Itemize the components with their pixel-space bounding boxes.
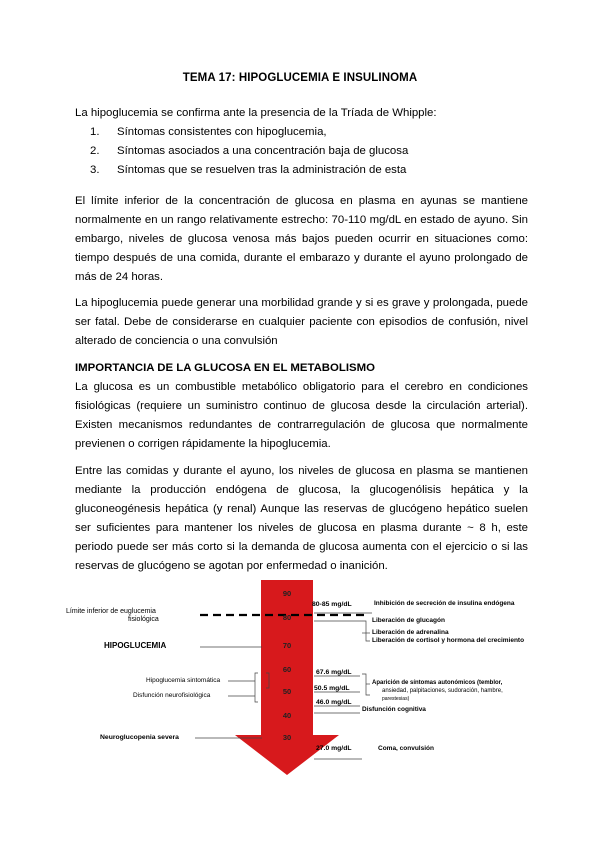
tick-label: 30 <box>282 733 292 742</box>
paragraph-limite: El límite inferior de la concentración de glucosa en plasma en ayunas se mantiene normalmente en un rango relativamente estrecho: 70-110 mg/dL en estado de ayuno. Sin embargo, niveles de glucosa venosa más bajos pueden ocurrir en situaciones como: tiempo después de una comida, durante el embarazo y durante el ayuno prolongado de más de 24 horas. <box>75 195 528 283</box>
list-item: 2. Síntomas asociados a una concentración baja de glucosa <box>90 145 409 157</box>
tick-label: 40 <box>282 711 292 720</box>
value-50-5: 50.5 mg/dL <box>314 685 350 692</box>
label-fisiologica: fisiológica <box>128 616 159 623</box>
tick-label: 50 <box>282 687 292 696</box>
glucose-threshold-figure <box>0 575 600 785</box>
section-heading: IMPORTANCIA DE LA GLUCOSA EN EL METABOLISMO <box>75 362 375 374</box>
tick-label: 60 <box>282 665 292 674</box>
list-item: 1. Síntomas consistentes con hipoglucemia, <box>90 126 327 138</box>
label-sintomas-autonomicos: Aparición de síntomas autonómicos (temblor, <box>372 680 503 686</box>
label-sintomas-autonomicos-3: parestesias) <box>382 696 410 702</box>
label-sintomas-autonomicos-2: ansiedad, palpitaciones, sudoración, hambre, <box>382 688 503 694</box>
label-liberacion-glucagon: Liberación de glucagón <box>372 617 445 624</box>
page-title: TEMA 17: HIPOGLUCEMIA E INSULINOMA <box>182 72 418 84</box>
whipple-list <box>90 123 408 180</box>
label-disfuncion-cognitiva: Disfunción cognitiva <box>362 706 426 713</box>
paragraph-ayuno: Entre las comidas y durante el ayuno, los niveles de glucosa en plasma se mantienen mediante la producción endógena de glucosa, la glucogenólisis hepática y la gluconeogénesis hepática (y renal) Aunque las reservas de glucógeno hepático suelen ser suficientes para mantener los niveles de glucosa en plasma durante ~ 8 h, este periodo puede ser más corto si la demanda de glucosa aumenta con el ejercicio o si las reservas de glucógeno se agotan por enfermedad o inanición. <box>75 465 528 572</box>
list-item: 3. Síntomas que se resuelven tras la administración de esta <box>90 164 407 176</box>
tick-label: 70 <box>282 641 292 650</box>
label-coma-convulsion: Coma, convulsión <box>378 745 434 752</box>
value-46-0: 46.0 mg/dL <box>316 699 352 706</box>
label-disfuncion-neurofisiologica: Disfunción neurofisiológica <box>133 692 211 699</box>
paragraph-morbilidad: La hipoglucemia puede generar una morbilidad grande y si es grave y prolongada, puede ser fatal. Debe de considerarse en cualquier paciente con episodios de confusión, nivel alterado de conciencia o una convulsión <box>75 297 528 347</box>
value-27-0: 27.0 mg/dL <box>316 745 352 752</box>
paragraph-glucosa: La glucosa es un combustible metabólico obligatorio para el cerebro en condiciones fisiológicas (requiere un suministro continuo de glucosa desde la circulación arterial). Existen mecanismos redundantes de contrarregulación de glucosa que normalmente previenen o corrigen rápidamente la hipoglucemia. <box>75 381 528 450</box>
tick-label: 80 <box>282 613 292 622</box>
label-hipoglucemia-sintomatica: Hipoglucemia sintomática <box>146 677 221 684</box>
label-neuroglucopenia: Neuroglucopenia severa <box>100 734 179 741</box>
label-inhibicion-insulina: Inhibición de secreción de insulina endógena <box>374 600 515 607</box>
intro-paragraph: La hipoglucemia se confirma ante la presencia de la Tríada de Whipple: <box>75 107 437 119</box>
label-liberacion-adrenalina: Liberación de adrenalina <box>372 629 449 636</box>
label-hipoglucemia: HIPOGLUCEMIA <box>104 641 167 650</box>
tick-label: 90 <box>282 589 292 598</box>
label-limite-euglucemia: Límite inferior de euglucemia <box>66 608 156 615</box>
value-67-6: 67.6 mg/dL <box>316 669 352 676</box>
label-liberacion-cortisol: Liberación de cortisol y hormona del crecimiento <box>372 637 525 644</box>
value-80-85: 80-85 mg/dL <box>312 601 352 608</box>
